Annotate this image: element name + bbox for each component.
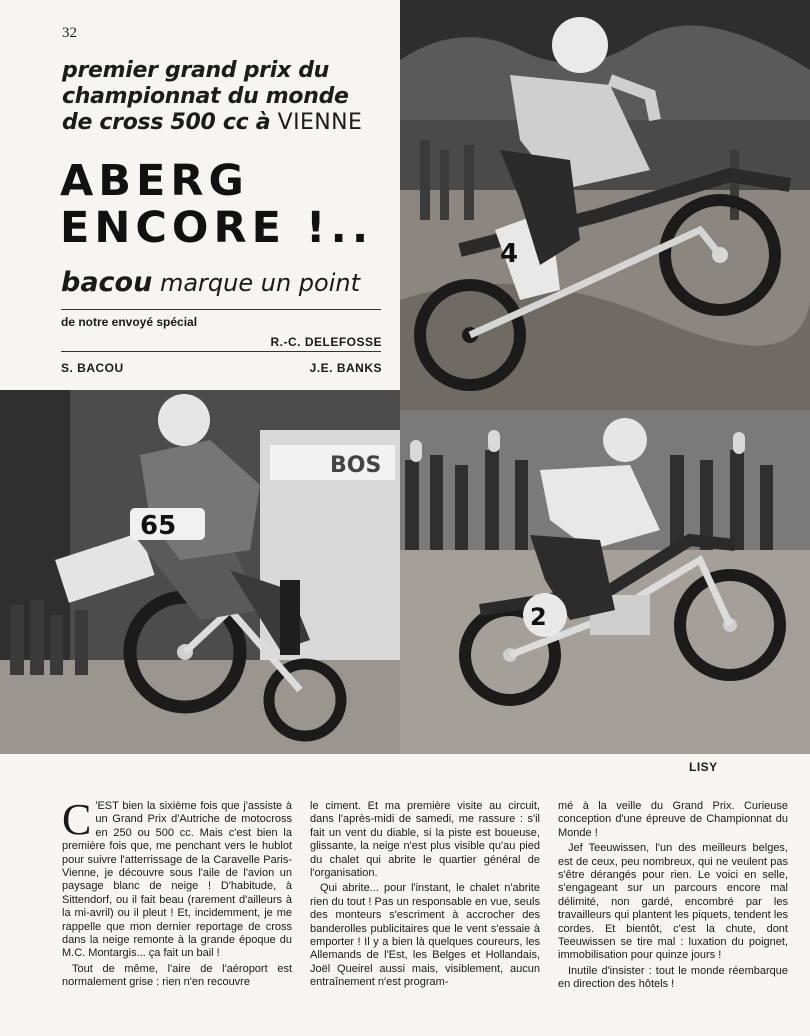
- drop-cap: C: [62, 795, 92, 844]
- headline-line-1: ABERG: [60, 156, 249, 206]
- subheadline: [61, 267, 391, 298]
- paragraph-text: 'EST bien la sixième fois que j'assiste à un Grand Prix d'Autriche de motocross en 250 ou 500 cc. Mais c'est bien la première fois que, me penchant vers le hublot pour suivre l'atterrissage de la Caravelle Paris-Vienne, je découvre sous l'aile de l'avion un paysage blanc de neige ! D'habitude, à Sittendorf, ou il fait beau (rarement d'ailleurs à la mi-avril) ou il pleut ! Et, incidemment, je me rappelle que mon dernier reportage de cross dans la neige remonte à la grande époque du M.C. Montargis... ça fait un bail !: [62, 800, 292, 960]
- divider-bottom: [61, 351, 381, 352]
- article-paragraph: le ciment. Et ma première visite au circuit, dans l'après-midi de samedi, me rassure : s'il fait un vent du diable, si la piste est boueuse, glissante, la neige n'est plus visible qu'au pied du chalet qui abrite le quartier général de l'organisation.: [310, 800, 540, 880]
- photo-credit: LISY: [689, 760, 718, 774]
- article-paragraph: [62, 795, 292, 961]
- article-paragraph: Inutile d'insister : tout le monde réembarque en direction des hôtels !: [558, 964, 788, 991]
- photographer-right: J.E. BANKS: [309, 361, 382, 375]
- article-column-2: [310, 800, 540, 992]
- photo-3-illustration: [400, 410, 810, 754]
- article-column-1: [62, 795, 292, 992]
- photo-2-race-number: 65: [140, 511, 177, 541]
- article-column-3: [558, 800, 788, 994]
- kicker-line-3-text: de cross 500 cc à: [62, 110, 278, 135]
- kicker-line-2: championnat du monde: [62, 84, 349, 109]
- article-paragraph: Qui abrite... pour l'instant, le chalet n'abrite rien du tout ! Pas un responsable en vue, seuls des monteurs s'escriment à accrocher des banderolles publicitaires que le vent s'essaie à emporter ! Il y a bien là quelques coureurs, les Allemands de l'Est, les Belges et Hollandais, Joël Queirel aussi mais, visiblement, aucun entraînement n'est program-: [310, 882, 540, 989]
- photo-1-race-number: 4: [500, 239, 519, 269]
- page-number: 32: [62, 25, 77, 41]
- photo-1-illustration: [400, 0, 810, 410]
- headline-line-2: ENCORE !..: [60, 203, 374, 253]
- photo-rider-jump-top-right: [400, 0, 810, 410]
- headline: [60, 158, 395, 252]
- article-paragraph: mé à la veille du Grand Prix. Curieuse conception d'une épreuve de Championnat du Monde !: [558, 800, 788, 839]
- kicker-line-3: [62, 110, 392, 136]
- divider-top: [61, 309, 381, 310]
- subhead-rest: marque un point: [152, 269, 361, 297]
- photo-3-race-number: 2: [530, 603, 547, 631]
- byline-author: R.-C. DELEFOSSE: [270, 335, 382, 349]
- subhead-lead: bacou: [61, 267, 153, 298]
- photo-rider-landing-right: [400, 410, 810, 754]
- kicker-line-1: premier grand prix du: [62, 58, 330, 83]
- kicker-city: VIENNE: [277, 110, 363, 135]
- byline-sender: de notre envoyé spécial: [61, 315, 198, 329]
- photo-2-illustration: [0, 390, 400, 754]
- photo-2-banner-text: BOS: [330, 453, 382, 478]
- article-paragraph: Jef Teeuwissen, l'un des meilleurs belges, est de ceux, peu nombreux, qui ne veulent pas s'être dérangés pour rien. Le voici en selle, s'engageant sur un parcours encore mal délimité, non gardé, encombré par les travailleurs qui plantent les piquets, tendent les cordes. Et bientôt, c'est la chute, dont Teeuwissen se tire mal : luxation du poignet, immobilisation pour quinze jours !: [558, 842, 788, 962]
- photo-rider-jump-left: [0, 390, 400, 754]
- photographer-left: S. BACOU: [61, 361, 124, 375]
- article-paragraph: Tout de même, l'aire de l'aéroport est normalement grise : rien n'en recouvre: [62, 962, 292, 989]
- kicker-title: [62, 58, 392, 136]
